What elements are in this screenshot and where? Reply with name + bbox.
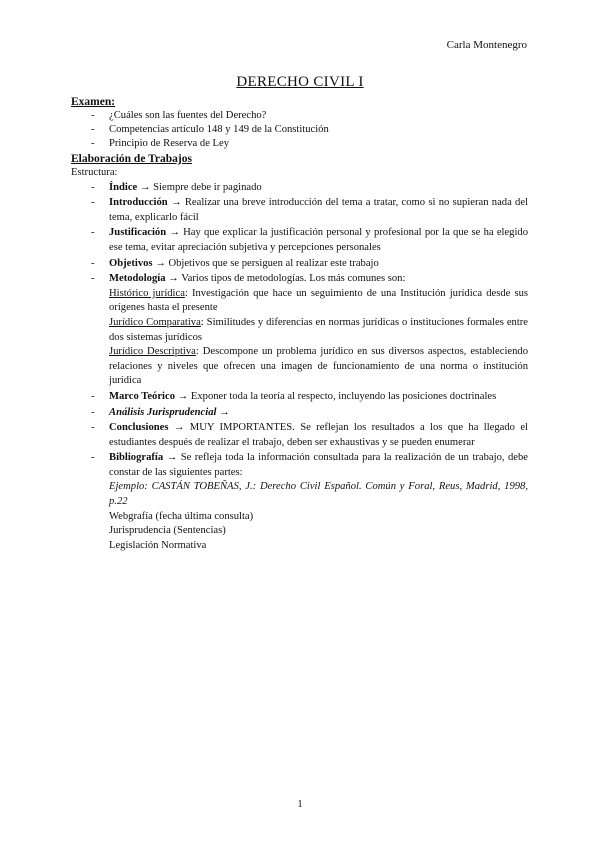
term: Objetivos — [109, 257, 153, 269]
term: Bibliografía — [109, 452, 164, 464]
document-body — [71, 95, 528, 554]
list-item: - Competencias artículo 148 y 149 de la Constitución — [71, 123, 528, 137]
list-item-conclusiones — [71, 421, 528, 450]
method-term: Jurídico Comparativa — [109, 316, 201, 328]
list-item: - Principio de Reserva de Ley — [71, 137, 528, 151]
list-item-indice — [71, 181, 528, 196]
examen-list — [71, 109, 528, 151]
bibliography-extra: Legislación Normativa — [109, 539, 207, 551]
description: → MUY IMPORTANTES. Se reflejan los resultados a los que ha llegado el estudiantes después de realizar el trabajo, deben ser exhaustivas y se pueden enumerar — [109, 422, 528, 448]
list-item-objetivos — [71, 257, 528, 272]
page-title: DERECHO CIVIL I — [236, 74, 364, 90]
description: → — [219, 406, 230, 418]
description: → Objetivos que se persiguen al realizar este trabajo — [155, 257, 379, 269]
section-heading-trabajos: Elaboración de Trabajos — [71, 153, 192, 165]
list-item-marco-teorico — [71, 390, 528, 405]
term: Metodología — [109, 273, 166, 285]
term: Índice — [109, 181, 138, 193]
description: → Hay que explicar la justificación personal y profesional por la que se ha elegido ese tema, evitar apreciación subjetiva y percepciones personales — [109, 227, 528, 253]
method-historico — [109, 287, 528, 316]
list-item-introduccion — [71, 196, 528, 225]
bibliography-extra: Webgrafía (fecha última consulta) — [109, 510, 254, 522]
method-description: : Similitudes y diferencias en normas jurídicas o instituciones formales entre dos sistemas jurídicos — [109, 316, 528, 343]
method-descriptiva — [109, 345, 528, 389]
section-heading-examen: Examen: — [71, 96, 116, 108]
structure-list — [71, 181, 528, 554]
term: Conclusiones — [109, 422, 169, 434]
method-comparativa — [109, 316, 528, 345]
term: Marco Teórico — [109, 390, 175, 402]
structure-intro: Estructura: — [71, 167, 118, 178]
method-term: Jurídico Descriptiva — [109, 346, 196, 358]
bibliography-extra: Jurisprudencia (Sentencias) — [109, 525, 226, 537]
description: → Varios tipos de metodologías. Los más comunes son: — [168, 273, 406, 285]
term: Introducción — [109, 197, 168, 209]
method-description: : Investigación que hace un seguimiento de una Institución jurídica desde sus orígenes hasta el presente — [109, 287, 528, 314]
method-description: : Descompone un problema jurídico en sus diversos aspectos, estableciendo relaciones y niveles que ofrecen una imagen de funcionamiento de una norma o institución jurídica — [109, 346, 528, 387]
description: → Siempre debe ir paginado — [139, 181, 262, 193]
list-item-justificacion — [71, 226, 528, 255]
list-item-metodologia — [71, 272, 528, 389]
list-item-analisis — [71, 406, 528, 421]
description: → Realizar una breve introducción del tema a tratar, como si no supieran nada del tema, explicarlo fácil — [109, 197, 529, 223]
description: → Se refleja toda la información consultada para la realización de un trabajo, debe constar de las siguientes partes: — [109, 452, 528, 478]
list-item-bibliografia — [71, 451, 528, 553]
term: Análisis Jurisprudencial — [109, 406, 217, 418]
bibliography-example: Ejemplo: CASTÁN TOBEÑAS, J.: Derecho Civil Español. Común y Foral, Reus, Madrid, 1998, p.22 — [109, 481, 528, 508]
term: Justificación — [109, 227, 167, 239]
description: → Exponer toda la teoría al respecto, incluyendo las posiciones doctrinales — [177, 390, 497, 402]
page-number: 1 — [297, 798, 303, 810]
method-term: Histórico jurídica — [109, 287, 185, 299]
header-author: Carla Montenegro — [446, 39, 527, 51]
list-item: - ¿Cuáles son las fuentes del Derecho? — [71, 109, 528, 123]
